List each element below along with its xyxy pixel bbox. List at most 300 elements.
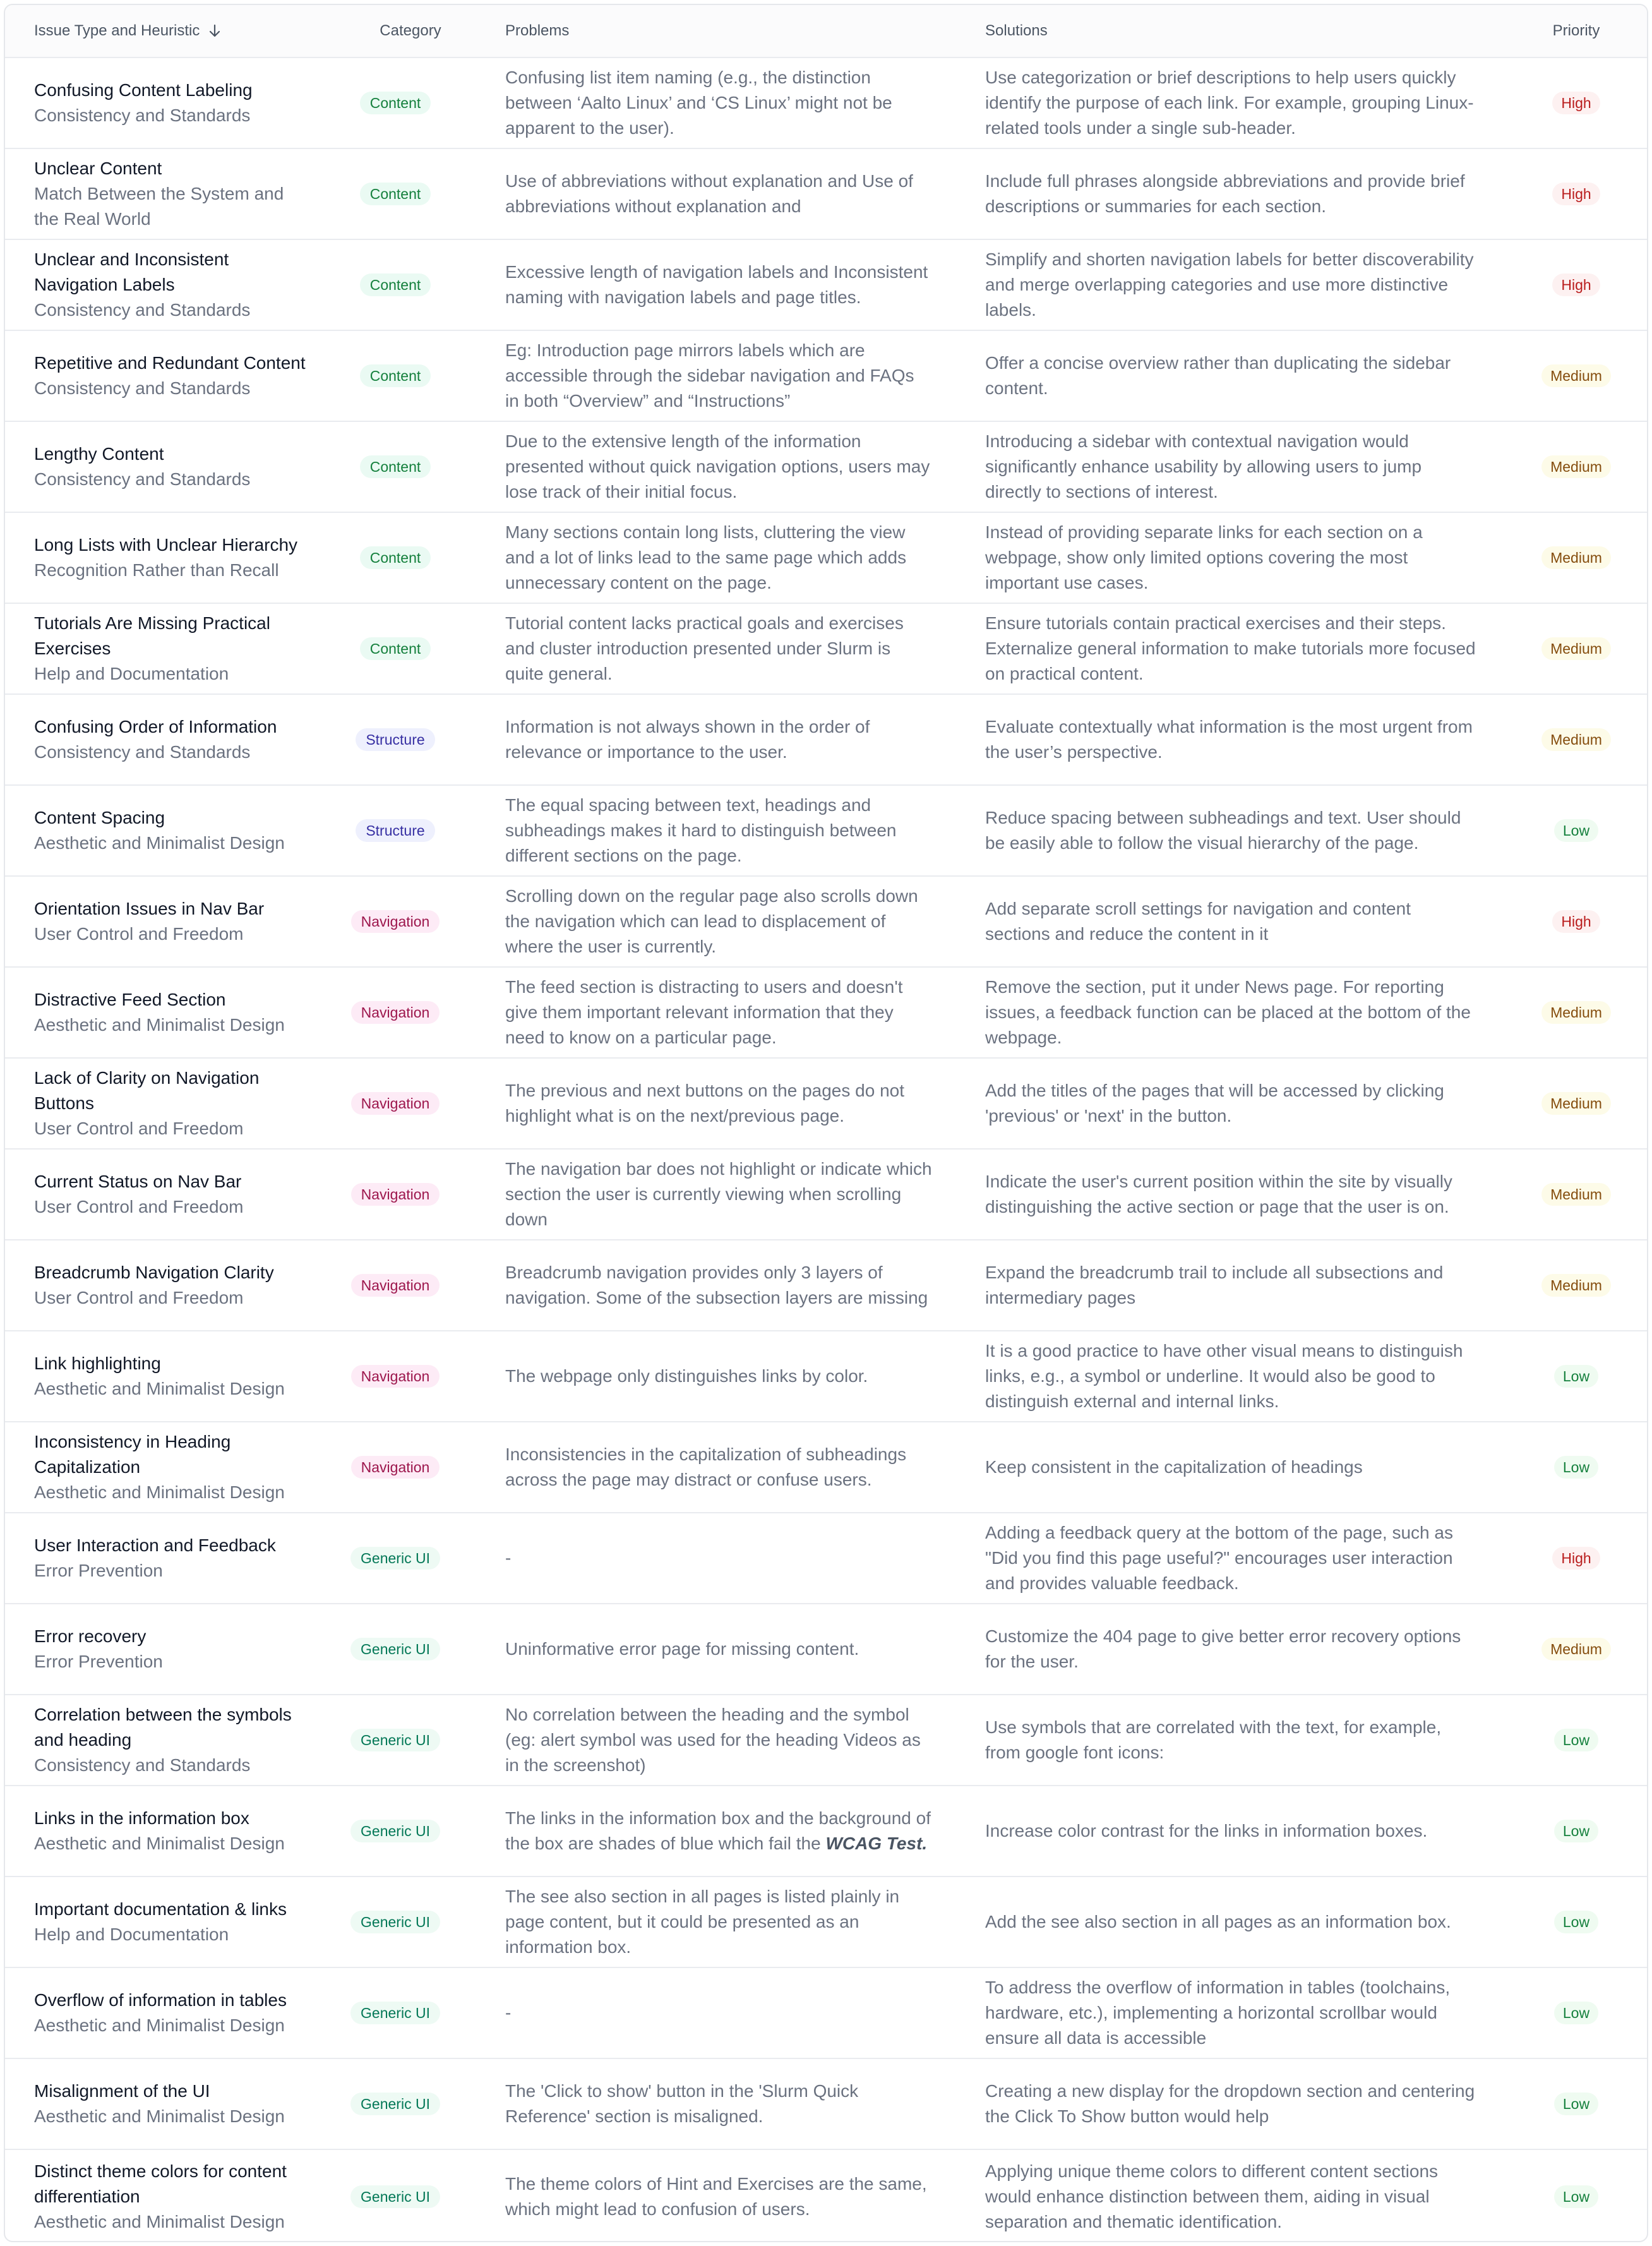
issue-heuristic: Consistency and Standards	[34, 378, 251, 398]
category-badge: Content	[360, 546, 431, 569]
problem-text	[505, 2000, 511, 2026]
issue-heuristic: Consistency and Standards	[34, 105, 251, 125]
cell-category	[317, 968, 474, 1057]
cell-priority	[1503, 1150, 1648, 1239]
cell-issue	[5, 2059, 317, 2149]
cell-category	[317, 786, 474, 875]
cell-solution	[951, 1331, 1503, 1421]
issue-heuristic: Aesthetic and Minimalist Design	[34, 2106, 285, 2126]
issue-title: Correlation between the symbols and heading	[34, 1705, 292, 1750]
cell-problem	[474, 1331, 951, 1421]
problem-text-main: The previous and next buttons on the pages do not highlight what is on the next/previous page.	[505, 1081, 905, 1126]
issue-title: Unclear and Inconsistent Navigation Labels	[34, 249, 229, 294]
column-header-priority-label: Priority	[1552, 22, 1600, 39]
solution-text: Use categorization or brief descriptions to help users quickly identify the purpose of each link. For example, grouping Linux-related tools under a single sub-header.	[985, 68, 1474, 138]
cell-issue	[5, 2150, 317, 2242]
cell-category	[317, 1968, 474, 2058]
category-badge: Content	[360, 273, 431, 296]
table-row	[5, 786, 1647, 877]
cell-priority	[1503, 513, 1648, 603]
cell-category	[317, 1786, 474, 1876]
problem-text	[505, 429, 932, 505]
problem-text-main: The navigation bar does not highlight or indicate which section the user is currently viewing when scrolling down	[505, 1159, 932, 1229]
issue-title: Repetitive and Redundant Content	[34, 353, 306, 373]
category-badge: Generic UI	[350, 2093, 440, 2115]
issue-heuristic: Aesthetic and Minimalist Design	[34, 1379, 285, 1398]
issue-title: Distractive Feed Section	[34, 990, 226, 1009]
cell-solution	[951, 1695, 1503, 1785]
table-row	[5, 1331, 1647, 1422]
cell-issue	[5, 1604, 317, 1694]
issue-heuristic: Error Prevention	[34, 1561, 163, 1580]
problem-text-main: Many sections contain long lists, cluttering the view and a lot of links lead to the same page which adds unnecessary content on the page.	[505, 522, 907, 592]
problem-text	[505, 520, 932, 596]
solution-text: To address the overflow of information in tables (toolchains, hardware, etc.), implementing a horizontal scrollbar would ensure all data is accessible	[985, 1978, 1451, 2048]
solution-text: Include full phrases alongside abbreviations and provide brief descriptions or summaries for each section.	[985, 171, 1465, 216]
issue-heuristic: User Control and Freedom	[34, 1119, 244, 1138]
cell-issue	[5, 1240, 317, 1330]
table-row	[5, 1150, 1647, 1240]
cell-solution	[951, 786, 1503, 875]
problem-text	[505, 1884, 932, 1960]
cell-solution	[951, 149, 1503, 239]
cell-problem	[474, 1695, 951, 1785]
cell-problem	[474, 604, 951, 694]
cell-solution	[951, 2059, 1503, 2149]
cell-category	[317, 877, 474, 966]
problem-text	[505, 714, 932, 765]
problem-text-main: Information is not always shown in the order of relevance or importance to the user.	[505, 717, 870, 762]
cell-issue	[5, 1968, 317, 2058]
problem-text	[505, 338, 932, 414]
table-row	[5, 968, 1647, 1059]
column-header-solutions[interactable]	[951, 5, 1503, 57]
issue-heuristic: Aesthetic and Minimalist Design	[34, 1015, 285, 1035]
table-row	[5, 1422, 1647, 1513]
issue-heuristic: Match Between the System and the Real World	[34, 184, 284, 229]
cell-priority	[1503, 786, 1648, 875]
solution-text: Evaluate contextually what information is the most urgent from the user’s perspective.	[985, 717, 1473, 762]
issue-title: User Interaction and Feedback	[34, 1535, 276, 1555]
problem-text	[505, 1260, 932, 1311]
issue-title: Inconsistency in Heading Capitalization	[34, 1432, 231, 1477]
priority-badge: Medium	[1541, 1001, 1611, 1024]
table-row	[5, 2150, 1647, 2242]
cell-issue	[5, 58, 317, 148]
category-badge: Structure	[356, 728, 434, 751]
problem-text-main: -	[505, 1548, 512, 1568]
priority-badge: Medium	[1541, 455, 1611, 478]
solution-text: Keep consistent in the capitalization of headings	[985, 1457, 1363, 1477]
cell-problem	[474, 2059, 951, 2149]
category-badge: Generic UI	[350, 1638, 440, 1660]
cell-problem	[474, 422, 951, 512]
problem-emphasis: WCAG Test.	[825, 1834, 928, 1853]
column-header-problems-label: Problems	[505, 22, 570, 39]
cell-solution	[951, 877, 1503, 966]
cell-issue	[5, 331, 317, 421]
problem-text	[505, 1156, 932, 1232]
problem-text	[505, 2171, 932, 2222]
priority-badge: Low	[1554, 1820, 1598, 1842]
cell-priority	[1503, 1059, 1648, 1148]
issue-title: Current Status on Nav Bar	[34, 1172, 242, 1191]
problem-text	[505, 1546, 511, 1571]
issue-heuristic: Help and Documentation	[34, 1925, 229, 1944]
problem-text	[505, 2079, 932, 2129]
issue-title: Distinct theme colors for content differentiation	[34, 2161, 287, 2206]
category-badge: Navigation	[351, 1001, 440, 1024]
problem-text	[505, 260, 932, 310]
cell-solution	[951, 1422, 1503, 1512]
cell-problem	[474, 1513, 951, 1603]
priority-badge: Medium	[1541, 1183, 1611, 1206]
problem-text	[505, 975, 932, 1050]
issue-heuristic: Consistency and Standards	[34, 742, 251, 762]
problem-text	[505, 793, 932, 868]
table-row	[5, 1513, 1647, 1604]
issue-title: Lengthy Content	[34, 444, 164, 464]
cell-category	[317, 1240, 474, 1330]
solution-text: Applying unique theme colors to different content sections would enhance distinction between them, aiding in visual separation and thematic identification.	[985, 2161, 1439, 2231]
cell-problem	[474, 877, 951, 966]
problem-text-main: The theme colors of Hint and Exercises are the same, which might lead to confusion of users.	[505, 2174, 927, 2219]
cell-category	[317, 1059, 474, 1148]
cell-issue	[5, 422, 317, 512]
priority-badge: Medium	[1541, 546, 1611, 569]
solution-text: Simplify and shorten navigation labels for better discoverability and merge overlapping categories and use more distinctive labels.	[985, 249, 1474, 320]
priority-badge: Low	[1554, 819, 1598, 842]
problem-text	[505, 884, 932, 959]
cell-category	[317, 1331, 474, 1421]
problem-text-main: Use of abbreviations without explanation and Use of abbreviations without explanation and	[505, 171, 913, 216]
solution-text: Expand the breadcrumb trail to include all subsections and intermediary pages	[985, 1263, 1444, 1307]
cell-priority	[1503, 422, 1648, 512]
cell-problem	[474, 1422, 951, 1512]
cell-issue	[5, 513, 317, 603]
cell-solution	[951, 2150, 1503, 2242]
cell-issue	[5, 877, 317, 966]
solution-text: Instead of providing separate links for each section on a webpage, show only limited options covering the most important use cases.	[985, 522, 1423, 592]
cell-problem	[474, 331, 951, 421]
cell-category	[317, 513, 474, 603]
problem-text	[505, 169, 932, 219]
priority-badge: High	[1552, 910, 1600, 933]
issue-title: Breadcrumb Navigation Clarity	[34, 1263, 274, 1282]
solution-text: Add separate scroll settings for navigation and content sections and reduce the content in it	[985, 899, 1411, 944]
problem-text	[505, 1636, 859, 1662]
problem-text-main: -	[505, 2003, 512, 2022]
solution-text: Reduce spacing between subheadings and text. User should be easily able to follow the visual hierarchy of the page.	[985, 808, 1461, 853]
problem-text-main: Tutorial content lacks practical goals and exercises and cluster introduction presented under Slurm is quite general.	[505, 613, 904, 683]
cell-priority	[1503, 1513, 1648, 1603]
solution-text: Customize the 404 page to give better error recovery options for the user.	[985, 1626, 1461, 1671]
category-badge: Navigation	[351, 1183, 440, 1206]
category-badge: Generic UI	[350, 1911, 440, 1933]
issue-heuristic: User Control and Freedom	[34, 1288, 244, 1307]
cell-issue	[5, 1695, 317, 1785]
cell-category	[317, 2150, 474, 2242]
cell-category	[317, 240, 474, 330]
solution-text: Creating a new display for the dropdown section and centering the Click To Show button would help	[985, 2081, 1475, 2126]
cell-category	[317, 422, 474, 512]
cell-solution	[951, 240, 1503, 330]
cell-priority	[1503, 1968, 1648, 2058]
cell-category	[317, 58, 474, 148]
cell-issue	[5, 786, 317, 875]
issue-title: Orientation Issues in Nav Bar	[34, 899, 265, 918]
issue-heuristic: Aesthetic and Minimalist Design	[34, 1482, 285, 1502]
solution-text: Introducing a sidebar with contextual navigation would significantly enhance usability by allowing users to jump directly to sections of interest.	[985, 431, 1422, 501]
category-badge: Generic UI	[350, 1547, 440, 1570]
problem-text-main: Excessive length of navigation labels and Inconsistent naming with navigation labels and page titles.	[505, 262, 928, 307]
column-header-issue[interactable]	[5, 5, 317, 57]
table-row	[5, 58, 1647, 149]
problem-text	[505, 65, 932, 141]
priority-badge: Low	[1554, 2002, 1598, 2024]
priority-badge: Medium	[1541, 1638, 1611, 1660]
cell-priority	[1503, 1695, 1648, 1785]
solution-text: Add the see also section in all pages as an information box.	[985, 1912, 1451, 1931]
cell-problem	[474, 695, 951, 784]
table-row	[5, 877, 1647, 968]
cell-issue	[5, 1331, 317, 1421]
cell-solution	[951, 1877, 1503, 1967]
column-header-category[interactable]	[317, 5, 474, 57]
cell-issue	[5, 240, 317, 330]
table-row	[5, 149, 1647, 240]
priority-badge: Low	[1554, 2093, 1598, 2115]
cell-issue	[5, 1877, 317, 1967]
cell-priority	[1503, 877, 1648, 966]
cell-problem	[474, 240, 951, 330]
cell-priority	[1503, 604, 1648, 694]
cell-solution	[951, 513, 1503, 603]
cell-priority	[1503, 331, 1648, 421]
cell-category	[317, 331, 474, 421]
issue-heuristic: User Control and Freedom	[34, 924, 244, 944]
cell-issue	[5, 149, 317, 239]
cell-priority	[1503, 1331, 1648, 1421]
cell-issue	[5, 1786, 317, 1876]
table-row	[5, 1968, 1647, 2059]
solution-text: Add the titles of the pages that will be accessed by clicking 'previous' or 'next' in the button.	[985, 1081, 1444, 1126]
issue-heuristic: Aesthetic and Minimalist Design	[34, 2015, 285, 2035]
cell-problem	[474, 1240, 951, 1330]
priority-badge: High	[1552, 273, 1600, 296]
category-badge: Generic UI	[350, 2002, 440, 2024]
problem-text-main: No correlation between the heading and the symbol (eg: alert symbol was used for the heading Videos as in the screenshot)	[505, 1705, 921, 1775]
cell-problem	[474, 786, 951, 875]
cell-problem	[474, 1059, 951, 1148]
category-badge: Navigation	[351, 1365, 440, 1388]
solution-text: Adding a feedback query at the bottom of the page, such as "Did you find this page useful?" encourages user interaction and provides valuable feedback.	[985, 1523, 1453, 1593]
priority-badge: Medium	[1541, 728, 1611, 751]
column-header-priority[interactable]	[1503, 5, 1648, 57]
cell-problem	[474, 1877, 951, 1967]
cell-solution	[951, 1059, 1503, 1148]
table-row	[5, 604, 1647, 695]
table-row	[5, 1604, 1647, 1695]
category-badge: Generic UI	[350, 1820, 440, 1842]
column-header-category-label: Category	[380, 22, 441, 39]
cell-problem	[474, 1150, 951, 1239]
issue-title: Important documentation & links	[34, 1899, 287, 1919]
issue-heuristic: Aesthetic and Minimalist Design	[34, 2212, 285, 2231]
cell-category	[317, 1150, 474, 1239]
table-row	[5, 513, 1647, 604]
issue-heuristic: Error Prevention	[34, 1652, 163, 1671]
category-badge: Structure	[356, 819, 434, 842]
problem-text-main: Confusing list item naming (e.g., the distinction between ‘Aalto Linux’ and ‘CS Linux’ might not be apparent to the user).	[505, 68, 892, 138]
cell-priority	[1503, 968, 1648, 1057]
arrow-down-icon[interactable]	[208, 23, 221, 39]
problem-text	[505, 1702, 932, 1778]
category-badge: Content	[360, 455, 431, 478]
category-badge: Content	[360, 92, 431, 114]
problem-text	[505, 1078, 932, 1129]
cell-issue	[5, 1422, 317, 1512]
cell-priority	[1503, 149, 1648, 239]
problem-text-main: Breadcrumb navigation provides only 3 layers of navigation. Some of the subsection layers are missing	[505, 1263, 928, 1307]
cell-solution	[951, 604, 1503, 694]
issue-heuristic: Consistency and Standards	[34, 300, 251, 320]
priority-badge: Low	[1554, 1911, 1598, 1933]
category-badge: Generic UI	[350, 1729, 440, 1751]
cell-solution	[951, 1604, 1503, 1694]
problem-text-main: Uninformative error page for missing content.	[505, 1639, 859, 1659]
table-row	[5, 422, 1647, 513]
problem-text-main: The feed section is distracting to users and doesn't give them important relevant information that they need to know on a particular page.	[505, 977, 903, 1047]
priority-badge: Medium	[1541, 1092, 1611, 1115]
cell-problem	[474, 513, 951, 603]
table-row	[5, 1786, 1647, 1877]
category-badge: Generic UI	[350, 2185, 440, 2208]
solution-text: Ensure tutorials contain practical exercises and their steps. Externalize general information to make tutorials more focused on practical content.	[985, 613, 1476, 683]
issue-heuristic: Help and Documentation	[34, 664, 229, 683]
cell-issue	[5, 1059, 317, 1148]
cell-priority	[1503, 1786, 1648, 1876]
priority-badge: Low	[1554, 1456, 1598, 1479]
category-badge: Navigation	[351, 1456, 440, 1479]
priority-badge: Low	[1554, 2185, 1598, 2208]
cell-solution	[951, 1240, 1503, 1330]
cell-priority	[1503, 1422, 1648, 1512]
cell-solution	[951, 968, 1503, 1057]
cell-category	[317, 2059, 474, 2149]
cell-issue	[5, 968, 317, 1057]
table-header	[5, 5, 1647, 58]
issue-title: Tutorials Are Missing Practical Exercises	[34, 613, 270, 658]
cell-problem	[474, 1786, 951, 1876]
solution-text: Indicate the user's current position within the site by visually distinguishing the active section or page that the user is on.	[985, 1172, 1452, 1216]
problem-text-main: The links in the information box and the background of the box are shades of blue which fail the	[505, 1808, 931, 1853]
issue-title: Links in the information box	[34, 1808, 249, 1828]
cell-problem	[474, 58, 951, 148]
table-row	[5, 240, 1647, 331]
cell-priority	[1503, 58, 1648, 148]
cell-priority	[1503, 1877, 1648, 1967]
cell-solution	[951, 58, 1503, 148]
cell-category	[317, 604, 474, 694]
cell-priority	[1503, 695, 1648, 784]
problem-text-main: Inconsistencies in the capitalization of subheadings across the page may distract or confuse users.	[505, 1444, 907, 1489]
cell-problem	[474, 968, 951, 1057]
category-badge: Content	[360, 364, 431, 387]
solution-text: Use symbols that are correlated with the text, for example, from google font icons:	[985, 1717, 1442, 1762]
cell-problem	[474, 1968, 951, 2058]
priority-badge: Medium	[1541, 637, 1611, 660]
cell-priority	[1503, 2150, 1648, 2242]
cell-issue	[5, 1150, 317, 1239]
cell-priority	[1503, 1240, 1648, 1330]
issue-title: Long Lists with Unclear Hierarchy	[34, 535, 298, 555]
cell-problem	[474, 2150, 951, 2242]
problem-text	[505, 1806, 932, 1856]
cell-category	[317, 1695, 474, 1785]
solution-text: Remove the section, put it under News page. For reporting issues, a feedback function can be placed at the bottom of the webpage.	[985, 977, 1471, 1047]
priority-badge: Low	[1554, 1729, 1598, 1751]
table-row	[5, 695, 1647, 786]
problem-text	[505, 611, 932, 687]
cell-solution	[951, 1513, 1503, 1603]
column-header-solutions-label: Solutions	[985, 22, 1048, 39]
problem-text-main: Scrolling down on the regular page also scrolls down the navigation which can lead to displacement of where the user is currently.	[505, 886, 918, 956]
cell-priority	[1503, 240, 1648, 330]
issue-title: Lack of Clarity on Navigation Buttons	[34, 1068, 260, 1113]
problem-text-main: The equal spacing between text, headings and subheadings makes it hard to distinguish between different sections on the page.	[505, 795, 897, 865]
cell-category	[317, 149, 474, 239]
category-badge: Content	[360, 183, 431, 205]
cell-category	[317, 1604, 474, 1694]
cell-category	[317, 1877, 474, 1967]
table-row	[5, 2059, 1647, 2150]
table-row	[5, 331, 1647, 422]
problem-text	[505, 1442, 932, 1492]
column-header-problems[interactable]	[474, 5, 951, 57]
problem-text-main: Eg: Introduction page mirrors labels which are accessible through the sidebar navigation and FAQs in both “Overview” and “Instructions”	[505, 340, 914, 411]
issue-title: Confusing Order of Information	[34, 717, 277, 736]
priority-badge: Medium	[1541, 1274, 1611, 1297]
cell-solution	[951, 1786, 1503, 1876]
priority-badge: Low	[1554, 1365, 1598, 1388]
solution-text: Offer a concise overview rather than duplicating the sidebar content.	[985, 353, 1451, 398]
table-row	[5, 1877, 1647, 1968]
category-badge: Navigation	[351, 1092, 440, 1115]
issue-title: Error recovery	[34, 1626, 147, 1646]
problem-text-main: The 'Click to show' button in the 'Slurm Quick Reference' section is misaligned.	[505, 2081, 859, 2126]
priority-badge: Medium	[1541, 364, 1611, 387]
cell-issue	[5, 1513, 317, 1603]
issue-heuristic: Aesthetic and Minimalist Design	[34, 1834, 285, 1853]
cell-issue	[5, 695, 317, 784]
issue-title: Content Spacing	[34, 808, 165, 827]
cell-solution	[951, 1968, 1503, 2058]
table-row	[5, 1059, 1647, 1150]
cell-solution	[951, 422, 1503, 512]
problem-text-main: The see also section in all pages is listed plainly in page content, but it could be presented as an information box.	[505, 1887, 900, 1957]
issue-heuristic: Consistency and Standards	[34, 1755, 251, 1775]
priority-badge: High	[1552, 183, 1600, 205]
cell-solution	[951, 331, 1503, 421]
problem-text	[505, 1364, 868, 1389]
issues-table	[4, 4, 1648, 2242]
solution-text: Increase color contrast for the links in information boxes.	[985, 1821, 1428, 1841]
issue-title: Confusing Content Labeling	[34, 80, 253, 100]
column-header-issue-label: Issue Type and Heuristic	[34, 22, 200, 39]
table-body	[5, 58, 1647, 2242]
category-badge: Navigation	[351, 910, 440, 933]
